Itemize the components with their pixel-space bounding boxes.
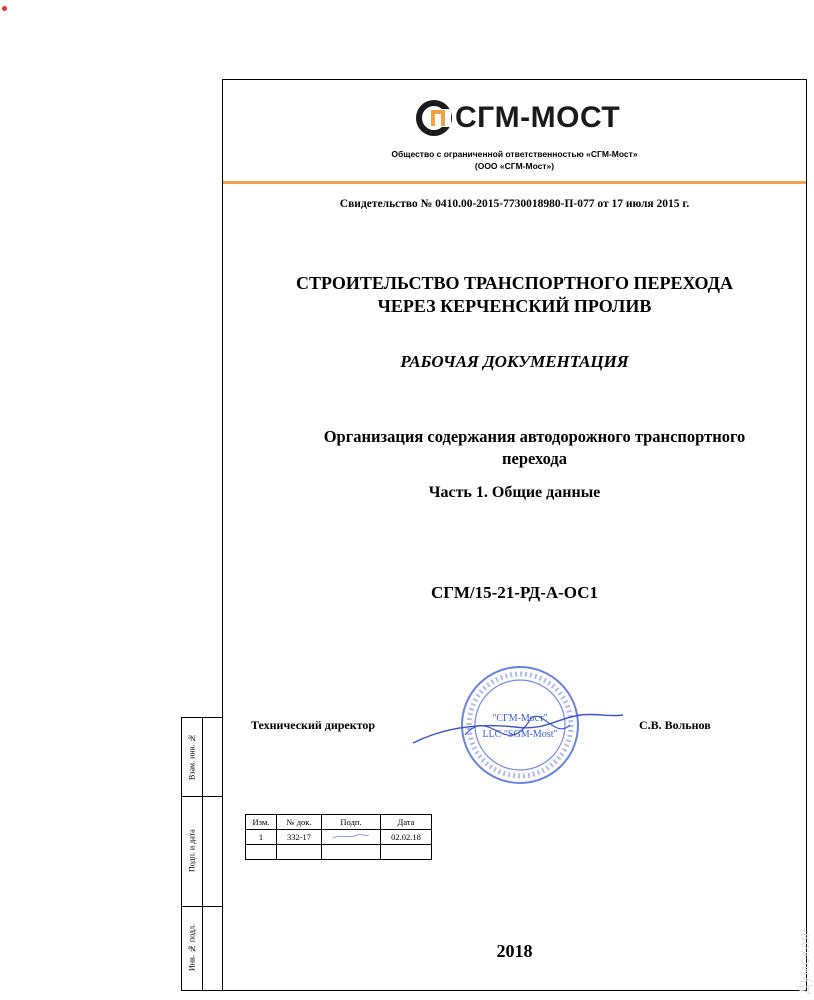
signer-role: Технический директор [251, 718, 376, 732]
table-cell: 02.02.18 [381, 830, 432, 845]
col-header: Изм. [246, 815, 277, 830]
stamp-text-ru: "СГМ-Мост" [492, 713, 548, 724]
side-label-inventory: Инв. № подл. [187, 924, 197, 972]
table-row [246, 845, 432, 860]
project-title-line2: ЧЕРЕЗ КЕРЧЕНСКИЙ ПРОЛИВ [377, 296, 652, 316]
org-short-name: (ООО «СГМ-Мост») [474, 161, 555, 171]
document-title-line2: перехода [502, 449, 567, 468]
logo-text: СГМ-МОСТ [455, 101, 621, 134]
side-label-replace: Взам. инв. № [187, 733, 197, 781]
document-year: 2018 [496, 941, 533, 961]
table-cell [322, 845, 381, 860]
document-code: СГМ/15-21-РД-А-ОС1 [430, 583, 599, 602]
handwritten-signature-icon [331, 832, 371, 840]
table-header-row [246, 815, 432, 830]
watermark-icon: Думская [796, 931, 812, 994]
project-title-line1: СТРОИТЕЛЬСТВО ТРАНСПОРТНОГО ПЕРЕХОДА [295, 273, 734, 293]
certificate-line: Свидетельство № 0410.00-2015-7730018980-П-077 от 17 июля 2015 г. [339, 198, 690, 210]
table-row [246, 830, 432, 845]
table-cell [246, 845, 277, 860]
document-sheet [222, 79, 807, 991]
project-title [223, 272, 806, 318]
doc-type: РАБОЧАЯ ДОКУМЕНТАЦИЯ [400, 352, 629, 371]
side-stamp-block [181, 717, 222, 991]
table-cell: 332-17 [277, 830, 322, 845]
table-cell [277, 845, 322, 860]
table-cell: 1 [246, 830, 277, 845]
red-marker-dot [2, 6, 7, 11]
sgm-logo-icon [415, 99, 453, 137]
document-title-line1: Организация содержания автодорожного транспортного [323, 427, 746, 446]
stamp-text-en: LLC "SGM-Most" [482, 729, 558, 740]
header-rule [223, 181, 806, 184]
table-cell [381, 845, 432, 860]
col-header: Дата [381, 815, 432, 830]
changes-table [245, 814, 432, 860]
document-title [263, 426, 806, 470]
part-title: Часть 1. Общие данные [428, 484, 601, 501]
signature-cell [322, 830, 381, 845]
org-name: Общество с ограниченной ответственностью «СГМ-Мост» [391, 149, 638, 159]
col-header: Подп. [322, 815, 381, 830]
company-stamp-icon [405, 665, 625, 790]
col-header: № док. [277, 815, 322, 830]
company-logo [415, 98, 620, 138]
signer-name: С.В. Вольнов [639, 718, 711, 732]
side-label-signature: Подп. и дата [187, 829, 197, 873]
